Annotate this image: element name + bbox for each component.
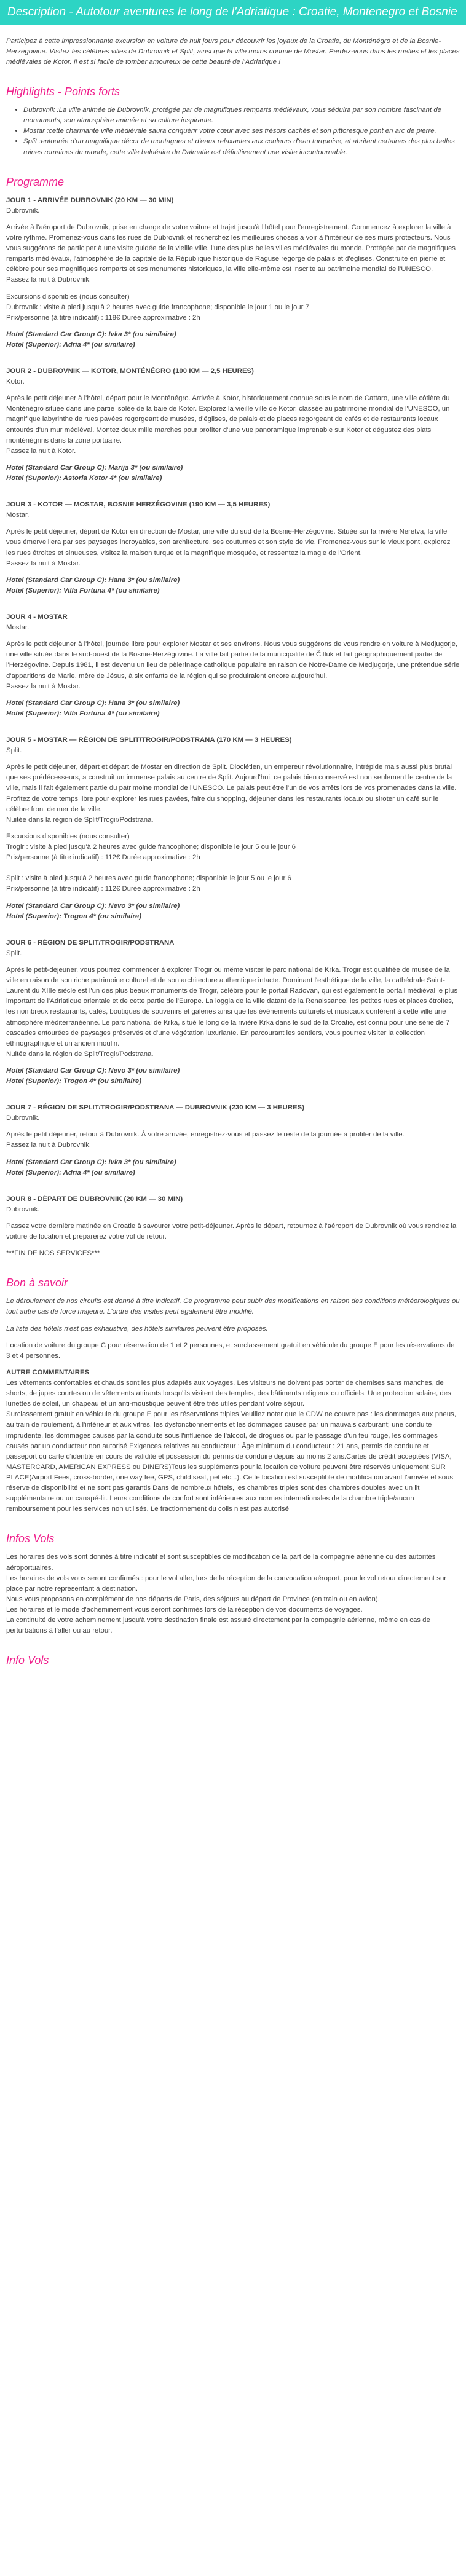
day-title: JOUR 2 - DUBROVNIK — KOTOR, MONTÉNÉGRO (100 KM — 2,5 HEURES) (6, 368, 254, 376)
day-night: Passez la nuit à Dubrovnik. (6, 1141, 92, 1149)
infos-vols-line: Les horaires et le mode d'acheminement vous seront confirmés lors de la réception de vos documents de voyages. (6, 1605, 363, 1613)
excursion-line: Prix/personne (à titre indicatif) : 112€ Durée approximative : 2h (6, 885, 200, 893)
day-hotel: Hotel (Superior): Trogon 4* (ou similaire) (6, 912, 142, 920)
day-location: Kotor. (6, 378, 25, 386)
day-block (6, 735, 460, 922)
day-night: Nuitée dans la région de Split/Trogir/Podstrana. (6, 816, 154, 824)
excursion-line: Split : visite à pied jusqu'à 2 heures avec guide francophone; disponible le jour 5 ou le jour 6 (6, 875, 291, 883)
bon-a-savoir-p2: La liste des hôtels n'est pas exhaustive, des hôtels similaires peuvent être proposés. (6, 1325, 268, 1333)
day-hotel: Hotel (Superior): Villa Fortuna 4* (ou similaire) (6, 586, 160, 594)
day-hotel: Hotel (Superior): Adria 4* (ou similaire) (6, 1168, 135, 1176)
day-block (6, 195, 460, 350)
day-hotel: Hotel (Standard Car Group C): Marija 3* (ou similaire) (6, 463, 183, 471)
intro-text: Participez à cette impressionnante excursion en voiture de huit jours pour découvrir les joyaux de la Croatie, du Monténégro et de la Bosnie-Herzégovine. Visitez les célèbres villes de Dubrovnik et Split, ainsi que la ville moins connue de Mostar. Perdez-vous dans les ruelles et les places médiévales de Kotor. Il est si facile de tomber amoureux de cette beauté de l'Adriatique ! (6, 37, 460, 66)
bon-a-savoir-p3: Location de voiture du groupe C pour réservation de 1 et 2 personnes, et surclassement gratuit en véhicule du groupe E pour les réservations de 3 et 4 personnes. (6, 1341, 455, 1360)
bon-a-savoir-heading: Bon à savoir (6, 1277, 68, 1290)
day-night: Passez la nuit à Dubrovnik. (6, 276, 92, 284)
highlights-heading: Highlights - Points forts (6, 85, 120, 98)
programme-days (6, 195, 460, 1259)
infos-vols-line: Les horaires de vols vous seront confirmés : pour le vol aller, lors de la réception de la convocation aéroport, pour le vol retour directement sur place par notre représentant à destination. (6, 1574, 447, 1593)
day-description (6, 965, 460, 1060)
day-location: Dubrovnik. (6, 207, 40, 215)
highlight-item: • Dubrovnik :La ville animée de Dubrovnik, protégée par de magnifiques remparts médiévaux, vous séduira par son nombre fascinant de monuments, son atmosphère animée et sa culture inspirante. (23, 105, 460, 126)
day-description (6, 639, 460, 692)
day-location: Split. (6, 747, 22, 755)
day-description (6, 393, 460, 457)
day-location: Dubrovnik. (6, 1205, 40, 1213)
page-title: Description - Autotour aventures le long de l'Adriatique : Croatie, Montenegro et Bosnie (0, 0, 466, 25)
day-title: JOUR 4 - MOSTAR (6, 613, 68, 621)
day-title: JOUR 3 - KOTOR — MOSTAR, BOSNIE HERZÉGOVINE (190 KM — 3,5 HEURES) (6, 501, 271, 509)
day-hotel: Hotel (Standard Car Group C): Nevo 3* (ou similaire) (6, 1066, 180, 1074)
day-location: Dubrovnik. (6, 1114, 40, 1122)
day-hotel: Hotel (Standard Car Group C): Hana 3* (ou similaire) (6, 576, 180, 584)
day-block (6, 1103, 460, 1178)
day-block (6, 366, 460, 484)
day-night: Nuitée dans la région de Split/Trogir/Podstrana. (6, 1050, 154, 1058)
day-text: Après le petit déjeuner à l'hôtel, départ pour le Monténégro. Arrivée à Kotor, historiquement connue sous le nom de Cattaro, une ville côtière du Monténégro située dans une partie isolée de la baie de Kotor. Explorez la vieille ville de Kotor, classée au patrimoine mondial de l'UNESCO, un magnifique labyrinthe de rues pavées regorgeant de musées, d'églises, de palais et de places regorgeant de cafés et de restaurants locaux entourés d'un mur médiéval. Montez deux mille marches pour profiter d'une vue panoramique imprenable sur Kotor et dégustez des plats monténégrins dans la zone portuaire. (6, 395, 450, 444)
excursion-line: Prix/personne (à titre indicatif) : 118€ Durée approximative : 2h (6, 313, 200, 321)
day-title: JOUR 8 - DÉPART DE DUBROVNIK (20 KM — 30 MIN) (6, 1195, 183, 1203)
day-hotel: Hotel (Standard Car Group C): Nevo 3* (ou similaire) (6, 902, 180, 910)
excursion-line: Trogir : visite à pied jusqu'à 2 heures avec guide francophone; disponible le jour 5 ou le jour 6 (6, 843, 296, 851)
day-block (6, 1194, 460, 1259)
day-hotel: Hotel (Standard Car Group C): Hana 3* (ou similaire) (6, 699, 180, 707)
info-vols-heading-2: Info Vols (6, 1654, 49, 1667)
day-text: Arrivée à l'aéroport de Dubrovnik, prise en charge de votre voiture et trajet jusqu'à l'hôtel pour l'enregistrement. Commencez à explorer la ville à votre rythme. Promenez-vous dans les rues de Dubrovnik et recherchez les meilleures choses à voir à l'intérieur de ses murs protecteurs. Nous vous suggérons de participer à une visite guidée de la vieille ville, l'une des plus belles villes médiévales du monde. Protégée par de magnifiques remparts médiévaux, l'atmosphère de la capitale de la République historique de Raguse regorge de palais et d'églises. Construite en pierre et célèbre pour ses magnifiques remparts et ses monuments historiques, la ville elle-même est inscrite au patrimoine mondial de l'UNESCO. (6, 223, 456, 274)
day-block (6, 500, 460, 596)
day-excursions (6, 292, 460, 323)
day-hotel: Hotel (Superior): Adria 4* (ou similaire) (6, 341, 135, 349)
infos-vols-line: Nous vous proposons en complément de nos départs de Paris, des séjours au départ de Province (en train ou en avion). (6, 1595, 380, 1603)
bon-a-savoir-p1: Le déroulement de nos circuits est donné à titre indicatif. Ce programme peut subir des modifications en raison des conditions météorologiques ou tout autre cas de force majeure. L'ordre des visites peut également être modifié. (6, 1298, 460, 1316)
day-title: JOUR 1 - ARRIVÉE DUBROVNIK (20 KM — 30 MIN) (6, 196, 174, 204)
day-text: Après le petit-déjeuner, vous pourrez commencer à explorer Trogir ou même visiter le parc national de Krka. Trogir est qualifiée de musée de la ville en raison de son riche patrimoine culturel et de son architecture authentique intacte. Dominant l'esthétique de la ville, la cathédrale Saint-Laurent du XIIIe siècle est l'un des plus beaux monuments de Trogir, célèbre pour le portail Radovan, qui est également le portail médiéval le plus important de l'Adriatique orientale et de cette partie de l'Europe. La loggia de la ville datant de la Renaissance, les petites rues et places étroites, les nombreux restaurants, cafés, boutiques de souvenirs et galeries ainsi que les événements culturels et musicaux confèrent à cette ville une atmosphère méditerranéenne. Le parc national de Krka, situé le long de la rivière Krka dans le sud de la Croatie, est connu pour une série de 7 cascades entourées de paysages préservés et d'une végétation luxuriante. En parcourant les sentiers, vous pourrez visiter la collection ethnographique et un ancien moulin. (6, 966, 458, 1047)
day-excursions (6, 832, 460, 895)
excursion-line: Prix/personne (à titre indicatif) : 112€ Durée approximative : 2h (6, 854, 200, 862)
bon-a-savoir-p4: Les vêtements confortables et chauds sont les plus adaptés aux voyages. Les visiteurs ne doivent pas porter de chemises sans manches, de shorts, de jupes courtes ou de vêtements attirants lorsqu'ils visitent des temples, des bâtiments religieux ou officiels. Une protection solaire, des lunettes de soleil, un chapeau et un anti-moustique peuvent être très utiles pendant votre séjour. (6, 1379, 451, 1408)
day-description (6, 1130, 460, 1151)
highlight-item: • Split :entourée d'un magnifique décor de montagnes et d'eaux relaxantes aux couleurs d'eau turquoise, et abritant certaines des plus belles ruines romaines du monde, cette ville balnéaire de Dalmatie est définitivement une visite incontournable. (23, 136, 460, 157)
day-night: Passez la nuit à Mostar. (6, 559, 81, 567)
day-night: Passez la nuit à Mostar. (6, 682, 81, 690)
excursion-line: Dubrovnik : visite à pied jusqu'à 2 heures avec guide francophone; disponible le jour 1 ou le jour 7 (6, 303, 309, 311)
day-text: Après le petit déjeuner, retour à Dubrovnik. À votre arrivée, enregistrez-vous et passez le reste de la journée à profiter de la ville. (6, 1131, 405, 1139)
day-description (6, 527, 460, 569)
highlight-item: • Mostar :cette charmante ville médiévale saura conquérir votre cœur avec ses trésors cachés et son pittoresque pont en arc de pierre. (23, 126, 460, 136)
day-text: Après le petit déjeuner, départ et départ de Mostar en direction de Split. Dioclétien, un empereur révolutionnaire, intrépide mais aussi plus brutal que ses prédécesseurs, a construit un immense palais au centre de Split. Aujourd'hui, ce palais bien conservé est non seulement le centre de la ville, mais il fait également partie du patrimoine mondial de l'UNESCO. Le palais peut être l'un de vos arrêts lors de vos promenades dans la ville. Profitez de votre temps libre pour explorer les rues pavées, faire du shopping, déjeuner dans les restaurants locaux ou siroter un café sur le célèbre front de mer de la ville. (6, 763, 457, 813)
day-hotel: Hotel (Standard Car Group C): Ivka 3* (ou similaire) (6, 330, 176, 338)
day-location: Mostar. (6, 624, 30, 632)
bon-a-savoir-p5: Surclassement gratuit en véhicule du groupe E pour les réservations triples Veuillez noter que le CDW ne couvre pas : les dommages aux pneus, au train de roulement, à l'intérieur et aux vitres, les dysfonctionnements et les dommages causés par un mauvais carburant; une conduite imprudente, les dommages causés par la conduite sous l'influence de l'alcool, de drogues ou par le passage d'un feu rouge, les dommages causés par un conducteur non autorisé Exigences relatives au conducteur : Âge minimum du conducteur : 21 ans, permis de conduire et passeport ou carte d'identité en cours de validité et possession du permis de conduire depuis au moins 2 ans.Cartes de crédit acceptées (VISA, MASTERCARD, AMERICAN EXPRESS ou DINERS)Tous les suppléments pour la location de voiture peuvent être réservés uniquement SUR PLACE(Airport Fees, cross-border, one way fee, GPS, child seat, pet etc...). Cette location est susceptible de modification avant l'arrivée et sous réserve de disponibilité et ne sont pas garantis Dans de nombreux hôtels, les chambres triples sont des chambres doubles avec un lit supplémentaire ou un canapé-lit. Leurs conditions de confort sont inférieures aux normes internationales de la chambre triple/aucun remboursement pour les services non utilisés. Le fractionnement du colis n'est pas autorisé (6, 1411, 456, 1513)
day-block (6, 612, 460, 719)
excursion-line (6, 863, 460, 873)
excursion-line: Excursions disponibles (nous consulter) (6, 832, 130, 840)
day-description (6, 223, 460, 286)
day-description (6, 1221, 460, 1242)
day-title: JOUR 6 - RÉGION DE SPLIT/TROGIR/PODSTRANA (6, 939, 175, 947)
day-location: Mostar. (6, 511, 30, 519)
excursion-line: Excursions disponibles (nous consulter) (6, 293, 130, 301)
day-hotel: Hotel (Superior): Astoria Kotor 4* (ou similaire) (6, 475, 162, 483)
infos-vols-text (6, 1552, 460, 1636)
infos-vols-line: Les horaires des vols sont donnés à titre indicatif et sont susceptibles de modification de la part de la compagnie aérienne ou des autorités aéroportuaires. (6, 1553, 436, 1572)
infos-vols-line: La continuité de votre acheminement jusqu'à votre destination finale est assuré directement par la compagnie aérienne, même en cas de perturbations à l'aller ou au retour. (6, 1617, 430, 1635)
day-hotel: Hotel (Standard Car Group C): Ivka 3* (ou similaire) (6, 1158, 176, 1166)
day-block (6, 938, 460, 1087)
infos-vols-heading: Infos Vols (6, 1532, 55, 1545)
day-extra: ***FIN DE NOS SERVICES*** (6, 1250, 100, 1258)
day-text: Après le petit déjeuner à l'hôtel, journée libre pour explorer Mostar et ses environs. Nous vous suggérons de vous rendre en voiture à Medjugorje, une ville située dans le sud-ouest de la Bosnie-Herzégovine. La ville fait partie de la municipalité de Čitluk et fait géographiquement partie de l'Herzégovine. Depuis 1981, il est devenu un lieu de pèlerinage catholique populaire en raison de Notre-Dame de Medjugorje, une prétendue série d'apparitions de Marie, mère de Jésus, à six enfants de la région qui se produiraient encore aujourd'hui. (6, 640, 460, 680)
day-title: JOUR 5 - MOSTAR — RÉGION DE SPLIT/TROGIR/PODSTRANA (170 KM — 3 HEURES) (6, 736, 292, 744)
day-hotel: Hotel (Superior): Trogon 4* (ou similaire) (6, 1077, 142, 1085)
day-title: JOUR 7 - RÉGION DE SPLIT/TROGIR/PODSTRANA — DUBROVNIK (230 KM — 3 HEURES) (6, 1104, 304, 1112)
day-location: Split. (6, 949, 22, 957)
day-hotel: Hotel (Superior): Villa Fortuna 4* (ou similaire) (6, 709, 160, 717)
day-text: Passez votre dernière matinée en Croatie à savourer votre petit-déjeuner. Après le départ, retournez à l'aéroport de Dubrovnik où vous rendrez la voiture de location et préparerez votre vol de retour. (6, 1223, 457, 1241)
day-description (6, 762, 460, 825)
autre-commentaires-title: AUTRE COMMENTAIRES (6, 1368, 90, 1376)
programme-heading: Programme (6, 175, 65, 188)
highlights-list (6, 105, 460, 158)
day-text: Après le petit déjeuner, départ de Kotor en direction de Mostar, une ville du sud de la Bosnie-Herzégovine. Située sur la rivière Neretva, la ville vous émerveillera par ses paysages incroyables, son architecture, ses coutumes et son style de vie. Promenez-vous sur le vieux pont, explorez les rues étroites et sinueuses, visitez la maison turque et la magnifique mosquée, et ressentez la magie de l'Orient. (6, 528, 451, 557)
day-night: Passez la nuit à Kotor. (6, 447, 76, 455)
